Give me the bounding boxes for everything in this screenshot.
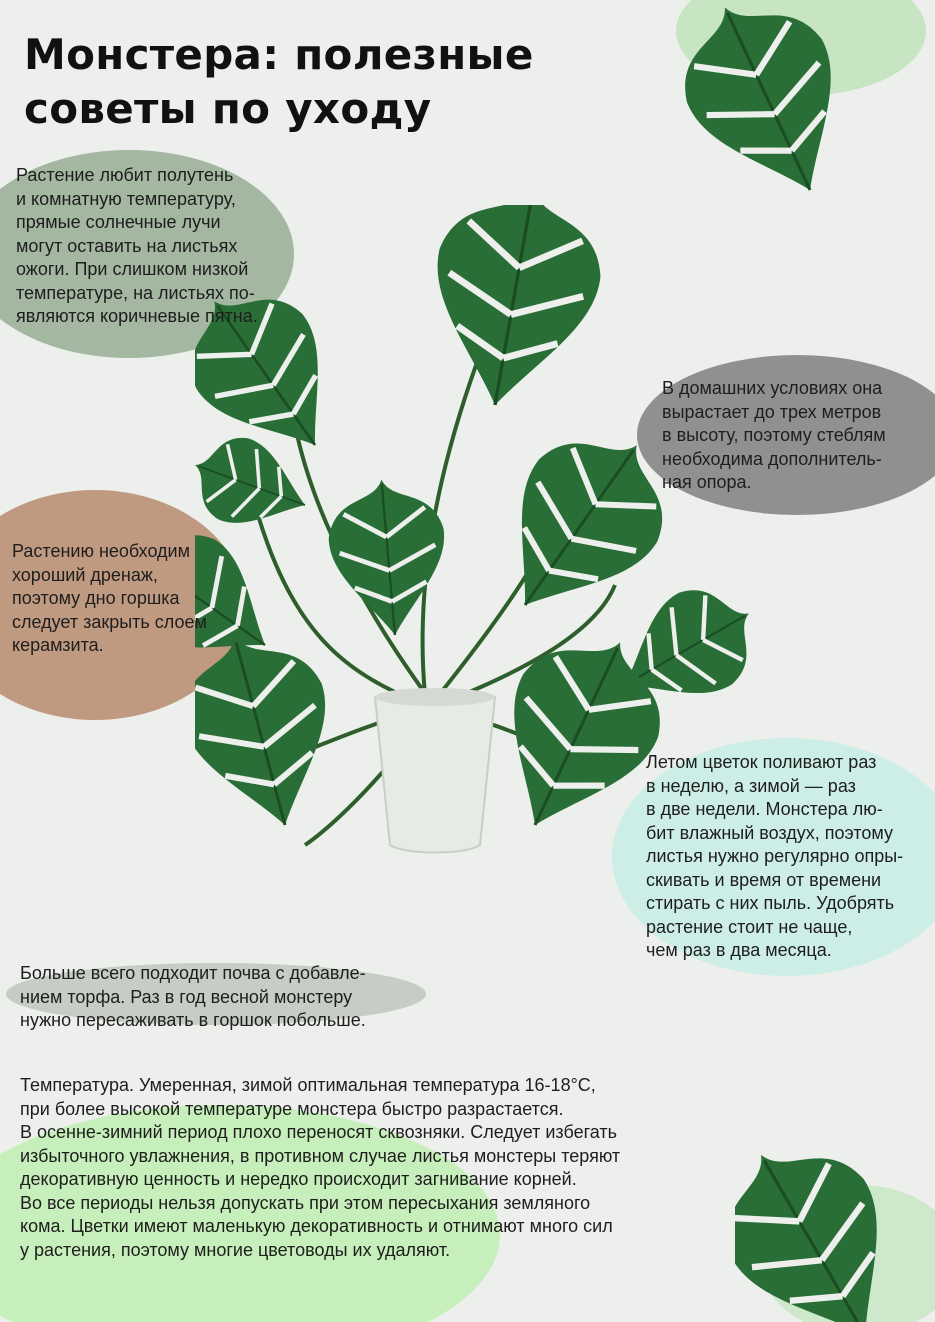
monstera-leaf-icon (680, 0, 935, 195)
title-line-1: Монстера: полезные (24, 30, 534, 79)
tip-height: В домашних условиях она вырастает до трех метров в высоту, поэтому стеблям необходима дополнитель- ная опора. (662, 378, 886, 492)
tip-soil: Больше всего подходит почва с добавле- нием торфа. Раз в год весной монстеру нужно пересаживать в горшок побольше. (20, 963, 366, 1030)
tip-drainage: Растению необходим хороший дренаж, поэтому дно горшка следует закрыть слоем керамзита. (12, 541, 207, 655)
tip-light: Растение любит полутень и комнатную температуру, прямые солнечные лучи могут оставить на листьях ожоги. При слишком низкой температуре, на листьях по- являются коричневые пятна. (16, 165, 258, 326)
title-line-2: советы по уходу (24, 84, 432, 133)
monstera-leaf-icon (735, 1105, 935, 1322)
tip-temperature: Температура. Умеренная, зимой оптимальная температура 16-18°С, при более высокой температуре монстера быстро разрастается. В осенне-зимний период плохо переносят сквозняки. Следует избегать избыточного увлажнения, в противном случае листья монстеры теряют декоративную ценность и нередко происходит загнивание корней. Во все периоды нельзя допускать при этом пересыхания земляного кома. Цветки имеют маленькую декоративность и отнимают много сил у растения, поэтому многие цветоводы их удаляют. (20, 1075, 621, 1260)
tip-watering: Летом цветок поливают раз в неделю, а зимой — раз в две недели. Монстера лю- бит влажный воздух, поэтому листья нужно регулярно опры- скивать и время от времени стирать с них пыль. Удобрять растение стоит не чаще, чем раз в два месяца. (646, 752, 904, 960)
plant-pot-icon (375, 688, 495, 853)
page-title (24, 28, 644, 136)
